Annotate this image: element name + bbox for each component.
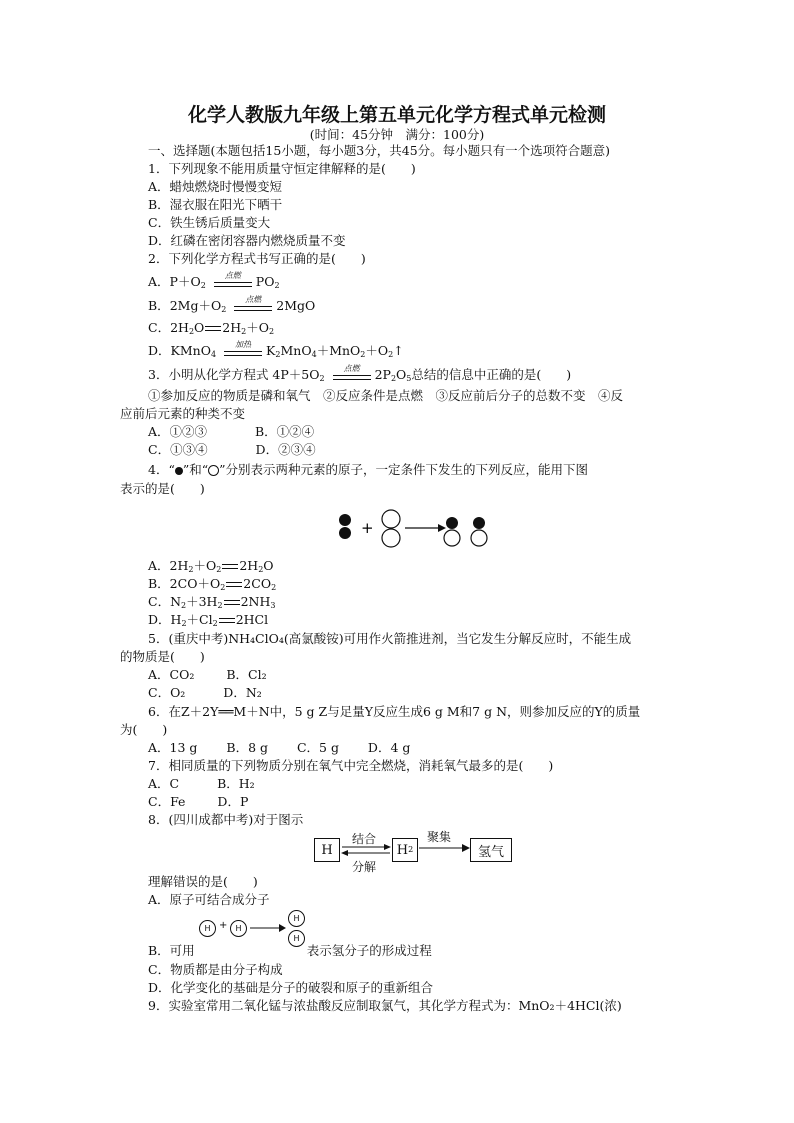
q3-options-row-1 <box>148 424 314 440</box>
white-atom-icon <box>208 465 219 476</box>
q1-option-d: D．红磷在密闭容器内燃烧质量不变 <box>148 233 346 248</box>
decompose-label: 分解 <box>352 860 377 874</box>
black-atom-icon <box>339 514 351 526</box>
arrow-right-icon <box>418 844 470 852</box>
q7-option-b: B．H₂ <box>217 776 255 791</box>
question-2-stem: 2．下列化学方程式书写正确的是( ) <box>148 251 366 266</box>
q7-option-c: C．Fe <box>148 794 186 809</box>
question-9-stem: 9．实验室常用二氧化锰与浓盐酸反应制取氯气，其化学方程式为：MnO₂＋4HCl(浓) <box>148 998 622 1013</box>
black-atom-icon <box>339 527 351 539</box>
condition-label: 加热 <box>235 339 252 349</box>
reaction-condition <box>214 270 252 289</box>
q4-option-b: B．$2CO+O_2$ $2CO_2$ <box>148 576 277 592</box>
q8-option-a: A．原子可结合成分子 <box>148 892 270 907</box>
q2-option-d: D．KMnO$_4$ 加热 $K_2MnO_4+MnO_2+O_2↑$ <box>148 343 404 359</box>
gather-label: 聚集 <box>427 830 452 844</box>
h-atom-icon: H <box>288 930 305 947</box>
q3-option-a: A．①②③ <box>148 424 208 439</box>
q4-stem-a: 4．“ <box>148 462 175 477</box>
h-atom-icon: H <box>199 920 216 937</box>
q3-info-line-1: ①参加反应的物质是磷和氧气 ②反应条件是点燃 ③反应前后分子的总数不变 ④反 <box>148 388 624 403</box>
black-atom-icon <box>473 517 485 529</box>
question-5-stem: 5．(重庆中考)NH₄ClO₄(高氯酸铵)可用作火箭推进剂，当它发生分解反应时，不能生成 <box>148 631 632 646</box>
q8-option-b <box>148 943 432 959</box>
combine-label: 结合 <box>352 832 377 846</box>
q5-option-c: C．O₂ <box>148 685 186 700</box>
q3-options-row-2 <box>148 442 316 458</box>
reaction-condition <box>234 294 272 313</box>
condition-label: 点燃 <box>224 270 241 280</box>
arrow-head-icon <box>438 524 446 532</box>
section-heading: 一、选择题(本题包括15小题，每小题3分，共45分。每小题只有一个选项符合题意) <box>148 143 611 158</box>
question-7-stem: 7．相同质量的下列物质分别在氧气中完全燃烧，消耗氧气最多的是( ) <box>148 758 554 773</box>
q4-option-d: D．$H_2+Cl_2$ 2HCl <box>148 612 269 628</box>
q2-option-c: C．$2H_2O$ $2H_2+O_2$ <box>148 320 275 336</box>
q1-option-b: B．湿衣服在阳光下晒干 <box>148 197 283 212</box>
question-3-stem: 3．小明从化学方程式 $4P+5O_2$ 点燃 $2P_2O_5$总结的信息中正确的是( ) <box>148 367 571 383</box>
hydrogen-gas-box: 氢气 <box>470 838 512 862</box>
q3-option-c: C．①③④ <box>148 442 208 457</box>
white-atom-icon <box>471 530 487 546</box>
q5-options-row-1 <box>148 667 267 683</box>
condition-label: 点燃 <box>245 294 262 304</box>
q2-b-label: B． <box>148 298 170 313</box>
q4-stem-c: ”分别表示两种元素的原子，一定条件下发生的下列反应，能用下图 <box>219 462 589 477</box>
q8-b-pre: B．可用 <box>148 943 195 958</box>
condition-label: 点燃 <box>343 363 360 373</box>
h-atom-icon: H <box>288 910 305 927</box>
q3-option-b: B．①②④ <box>255 424 315 439</box>
q3-info-line-2: 应前后元素的种类不变 <box>120 406 246 421</box>
white-atom-icon <box>444 530 460 546</box>
q7-option-a: A．C <box>148 776 180 791</box>
q7-option-d: D．P <box>217 794 249 809</box>
q4-stem-line-2: 表示的是( ) <box>120 481 205 496</box>
q2-option-a: A．$P+O_2$ 点燃 $PO_2$ <box>148 274 280 290</box>
q7-options-row-2 <box>148 794 248 810</box>
plus-sign: + <box>219 920 228 931</box>
reaction-condition <box>333 363 371 382</box>
q5-option-b: B．Cl₂ <box>226 667 267 682</box>
h2-molecule-box: H 2 <box>392 838 418 862</box>
q4-option-a: A．$2H_2+O_2$ $2H_2O$ <box>148 558 274 574</box>
white-atom-icon <box>382 510 400 528</box>
q4-option-c: C．$N_2+3H_2$ $2NH_3$ <box>148 594 276 610</box>
q5-options-row-2 <box>148 685 262 701</box>
reaction-condition <box>224 339 262 358</box>
hydrogen-flow-diagram <box>314 828 514 872</box>
h-atom-box: H <box>314 838 340 862</box>
question-1-stem: 1．下列现象不能用质量守恒定律解释的是( ) <box>148 161 416 176</box>
q2-d-label: D． <box>148 343 171 358</box>
black-atom-icon <box>175 467 183 475</box>
bidirectional-arrow-icon <box>340 844 392 856</box>
arrow-right-icon <box>250 924 286 932</box>
q2-c-label: C． <box>148 320 171 335</box>
question-6-stem: 6．在Z＋2Y══M＋N中，5 g Z与足量Y反应生成6 g M和7 g N，则参加反应的Y的质量 <box>148 704 641 719</box>
question-4-stem <box>148 462 588 478</box>
q6-stem-line-2: 为( ) <box>120 722 168 737</box>
q3-stem-post: 总结的信息中正确的是( ) <box>411 367 572 382</box>
q8-option-d: D．化学变化的基础是分子的破裂和原子的重新组合 <box>148 980 434 995</box>
q3-stem-pre: 3．小明从化学方程式 4P＋5O <box>148 367 320 382</box>
q8-stem-line-2: 理解错误的是( ) <box>148 874 258 889</box>
reaction-diagram <box>330 508 500 552</box>
q2-option-b: B．$2Mg+O_2$ 点燃 2MgO <box>148 298 315 314</box>
page-title: 化学人教版九年级上第五单元化学方程式单元检测 <box>187 104 606 126</box>
exam-info: (时间：45分钟 满分：100分) <box>309 127 485 142</box>
q5-option-a: A．CO₂ <box>148 667 195 682</box>
q8-b-post: 表示氢分子的形成过程 <box>306 943 432 958</box>
q1-option-a: A．蜡烛燃烧时慢慢变短 <box>148 179 283 194</box>
plus-sign: + <box>361 519 374 537</box>
q8-option-c: C．物质都是由分子构成 <box>148 962 283 977</box>
white-atom-icon <box>382 529 400 547</box>
h-atom-icon: H <box>230 920 247 937</box>
q7-options-row-1 <box>148 776 255 792</box>
q2-a-label: A． <box>148 274 170 289</box>
q1-option-c: C．铁生锈后质量变大 <box>148 215 271 230</box>
q5-stem-line-2: 的物质是( ) <box>120 649 205 664</box>
q3-option-d: D．②③④ <box>255 442 316 457</box>
black-atom-icon <box>446 517 458 529</box>
q5-option-d: D．N₂ <box>223 685 262 700</box>
q6-options: A．13 g B．8 g C．5 g D．4 g <box>148 740 411 755</box>
q4-stem-b: ”和“ <box>182 462 209 477</box>
question-8-stem: 8．(四川成都中考)对于图示 <box>148 812 304 827</box>
